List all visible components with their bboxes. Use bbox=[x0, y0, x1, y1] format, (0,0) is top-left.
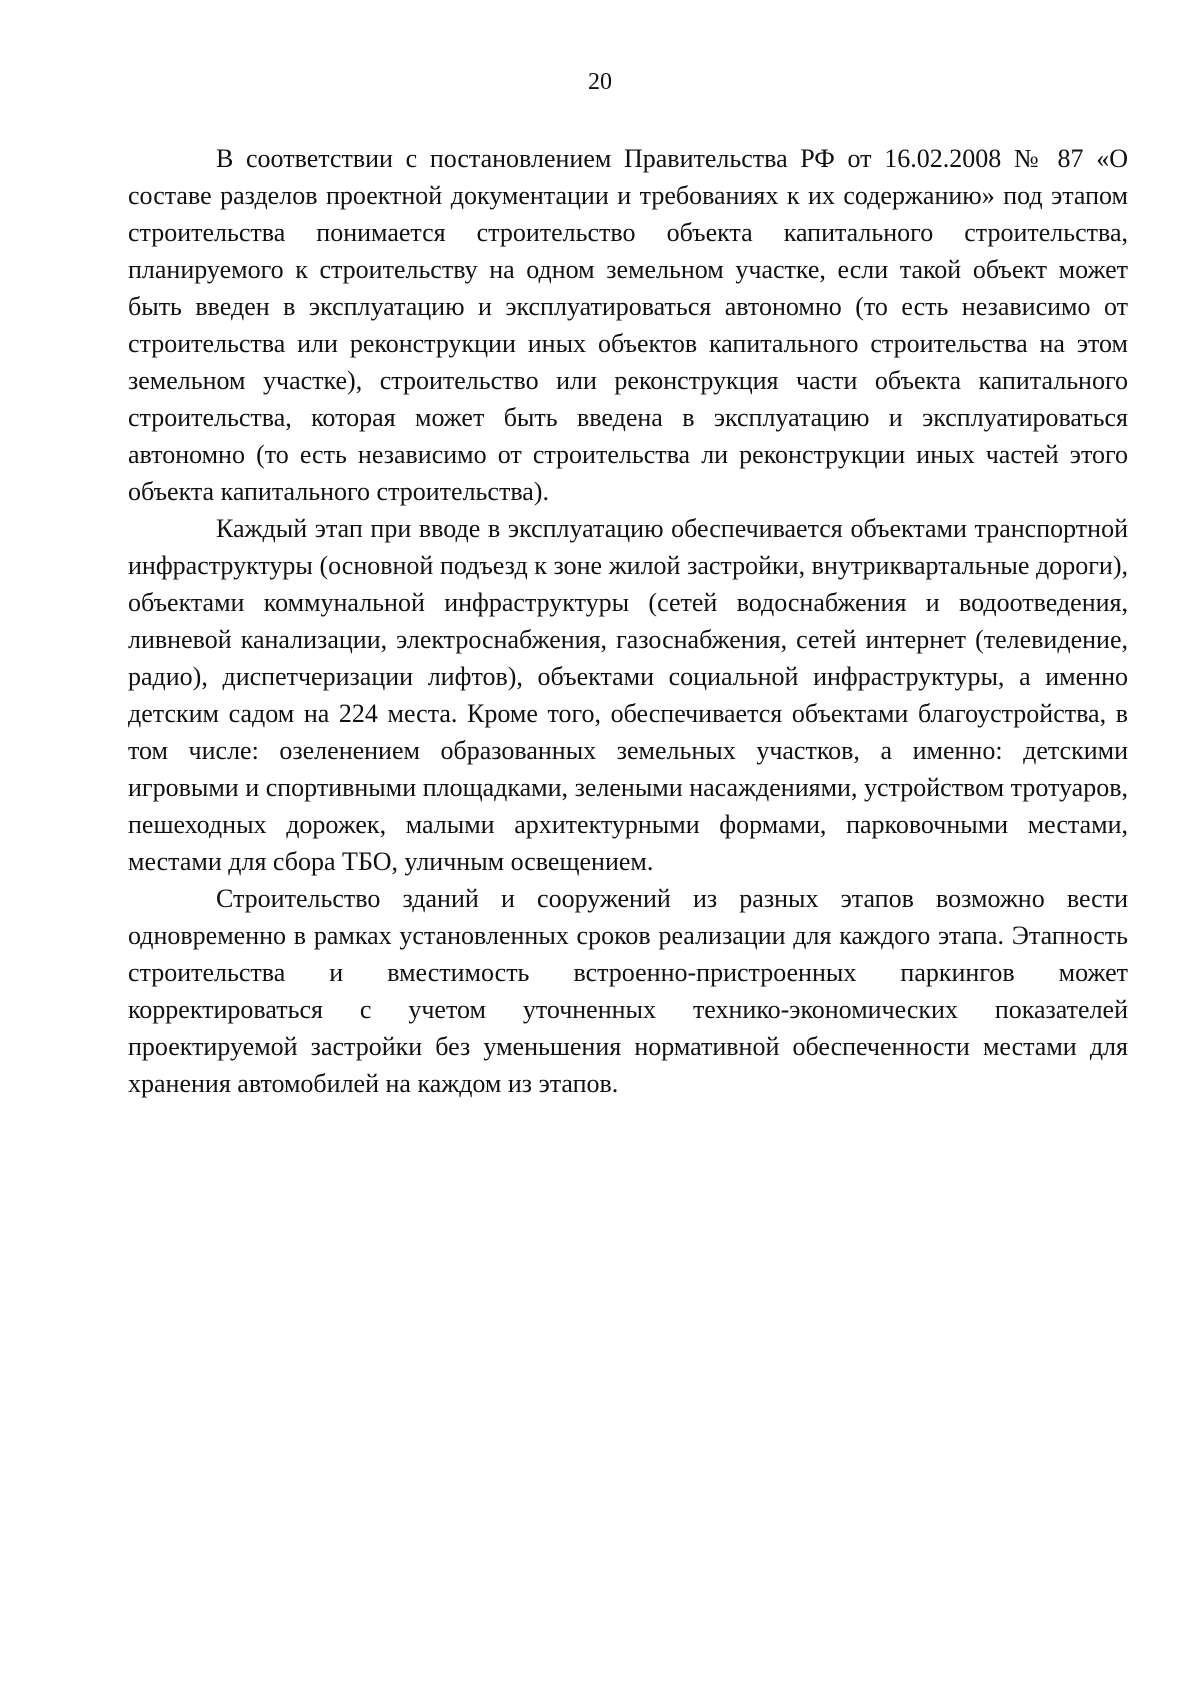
paragraph-infrastructure: Каждый этап при вводе в эксплуатацию обеспечивается объектами транспортной инфраструктуры (основной подъезд к зоне жилой застройки, внутриквартальные дороги), объектами коммунальной инфраструктуры (сетей водоснабжения и водоотведения, ливневой канализации, электроснабжения, газоснабжения, сетей интернет (телевидение, радио), диспетчеризации лифтов), объектами социальной инфраструктуры, а именно детским садом на 224 места. Кроме того, обеспечивается объектами благоустройства, в том числе: озеленением образованных земельных участков, а именно: детскими игровыми и спортивными площадками, зелеными насаждениями, устройством тротуаров, пешеходных дорожек, малыми архитектурными формами, парковочными местами, местами для сбора ТБО, уличным освещением. bbox=[128, 514, 1128, 876]
document-body bbox=[128, 140, 1128, 1102]
paragraph-stage-definition: В соответствии с постановлением Правительства РФ от 16.02.2008 № 87 «О составе разделов проектной документации и требованиях к их содержанию» под этапом строительства понимается строительство объекта капитального строительства, планируемого к строительству на одном земельном участке, если такой объект может быть введен в эксплуатацию и эксплуатироваться автономно (то есть независимо от строительства или реконструкции иных объектов капитального строительства на этом земельном участке), строительство или реконструкция части объекта капитального строительства, которая может быть введена в эксплуатацию и эксплуатироваться автономно (то есть независимо от строительства ли реконструкции иных частей этого объекта капитального строительства). bbox=[128, 144, 1128, 506]
paragraph-construction-stages: Строительство зданий и сооружений из разных этапов возможно вести одновременно в рамках установленных сроков реализации для каждого этапа. Этапность строительства и вместимость встроенно-пристроенных паркингов может корректироваться с учетом уточненных технико-экономических показателей проектируемой застройки без уменьшения нормативной обеспеченности местами для хранения автомобилей на каждом из этапов. bbox=[128, 884, 1128, 1098]
page-number: 20 bbox=[588, 69, 612, 95]
